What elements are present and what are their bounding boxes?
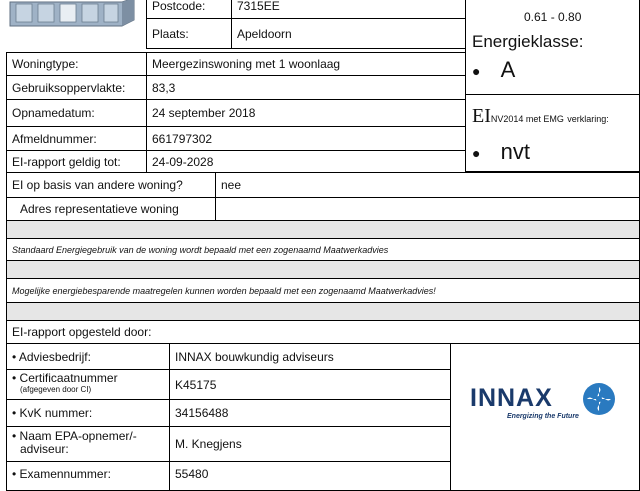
examennummer-label: • Examennummer: (6, 461, 170, 491)
innax-logo-wordmark: INNAX (470, 384, 553, 412)
innax-tagline: Energizing the Future (507, 413, 579, 420)
energieklasse-panel (465, 0, 640, 95)
plaats-label: Plaats: (146, 18, 232, 49)
adviesbedrijf-label: • Adviesbedrijf: (6, 343, 170, 370)
opnamedatum-value: 24 september 2018 (146, 99, 466, 127)
bullet-icon: ● (472, 145, 481, 162)
basis-andere-woning-label: EI op basis van andere woning? (6, 172, 216, 198)
certificaatnummer-label-text: • Certificaatnummer (12, 371, 118, 385)
energieklasse-value-row (472, 57, 515, 83)
note-maatregelen: Mogelijke energiebesparende maatregelen kunnen worden bepaald met een zogenaamd Maatwerkadvies! (6, 278, 640, 303)
gebruiksoppervlakte-label: Gebruiksoppervlakte: (6, 75, 147, 100)
ei-subscript: NV2014 met EMG (490, 114, 564, 124)
adviesbedrijf-value: INNAX bouwkundig adviseurs (169, 343, 451, 370)
note-standaard-energiegebruik: Standaard Energiegebruik van de woning wordt bepaald met een zogenaamd Maatwerkadvies (6, 238, 640, 261)
epa-opnemer-label-line2: adviseur: (20, 442, 69, 456)
representatief-adres-label: Adres representatieve woning (6, 197, 216, 221)
epa-opnemer-label-line1: • Naam EPA-opnemer/- (12, 429, 137, 443)
kvk-nummer-value: 34156488 (169, 399, 451, 427)
ei-panel (465, 94, 640, 172)
kvk-nummer-label: • KvK nummer: (6, 399, 170, 427)
plaats-value: Apeldoorn (231, 18, 466, 49)
afmeldnummer-label: Afmeldnummer: (6, 126, 147, 151)
ei-value: nvt (500, 139, 530, 164)
spacer-row (6, 220, 640, 239)
ei-range: 0.61 - 0.80 (524, 10, 582, 24)
energieklasse-title: Energieklasse: (472, 32, 584, 51)
energieklasse-value: A (500, 57, 516, 82)
woningtype-value: Meergezinswoning met 1 woonlaag (146, 52, 466, 76)
afmeldnummer-value: 661797302 (146, 126, 466, 151)
postcode-value: 7315EE (231, 0, 466, 19)
epa-opnemer-value: M. Knegjens (169, 426, 451, 462)
spacer-row (6, 302, 640, 321)
ei-rest: verklaring: (567, 114, 609, 124)
opnamedatum-label: Opnamedatum: (6, 99, 147, 127)
gebruiksoppervlakte-value: 83,3 (146, 75, 466, 100)
opgesteld-door-title: EI-rapport opgesteld door: (6, 320, 640, 344)
innax-swirl-icon (582, 382, 616, 419)
innax-logo-box (450, 343, 640, 491)
certificaatnummer-sublabel: (afgegeven door CI) (20, 385, 92, 394)
postcode-label: Postcode: (146, 0, 232, 19)
representatief-adres-value (215, 197, 640, 221)
ei-title (472, 105, 609, 128)
bullet-icon: ● (472, 63, 481, 80)
spacer-row (6, 260, 640, 279)
geldig-tot-value: 24-09-2028 (146, 150, 466, 173)
ei-symbol: EI (472, 105, 491, 127)
certificaatnummer-label (6, 369, 170, 400)
examennummer-value: 55480 (169, 461, 451, 491)
ei-value-row (472, 139, 530, 165)
certificaatnummer-value: K45175 (169, 369, 451, 400)
epa-opnemer-label (6, 426, 170, 462)
building-illustration (6, 0, 138, 30)
innax-logo (470, 384, 553, 413)
geldig-tot-label: EI-rapport geldig tot: (6, 150, 147, 173)
woningtype-label: Woningtype: (6, 52, 147, 76)
basis-andere-woning-value: nee (215, 172, 640, 198)
